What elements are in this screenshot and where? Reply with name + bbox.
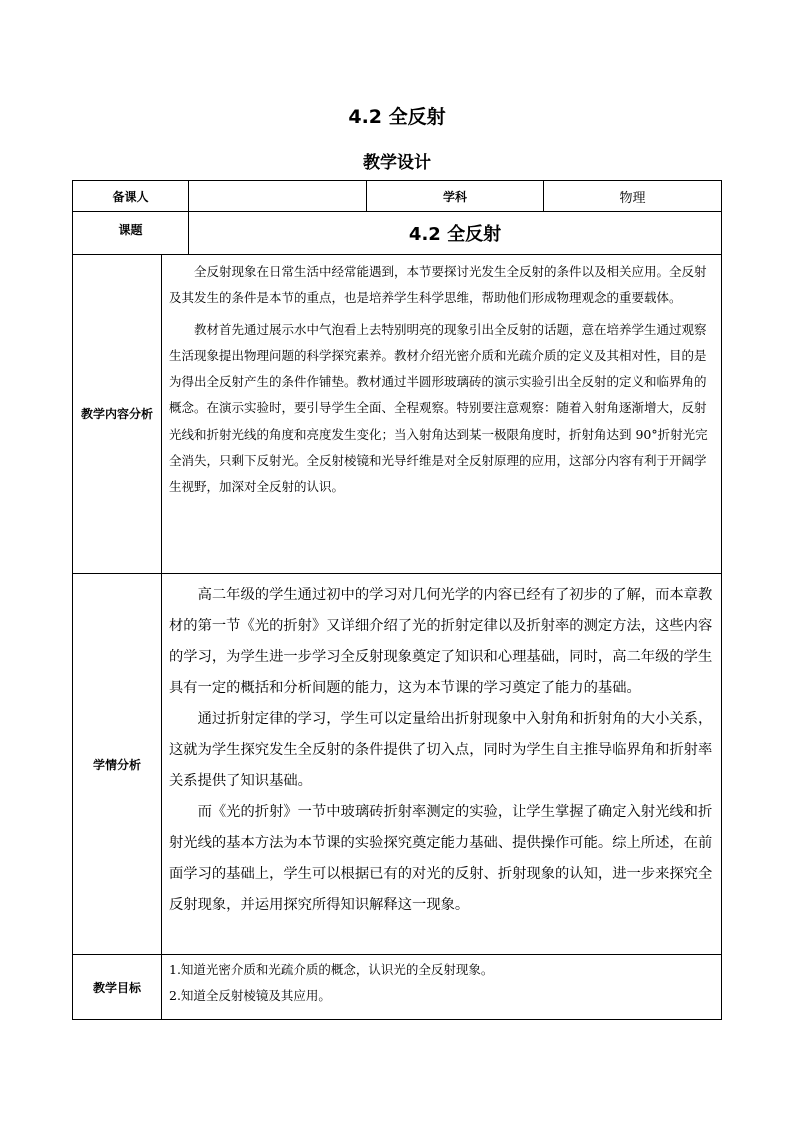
header-row [72, 180, 722, 212]
subject-value: 物理 [619, 190, 646, 206]
learner-paragraph: 而《光的折射》一节中玻璃砖折射率测定的实验，让学生掌握了确定入射光线和折射光线的基本方法为本节课的实验探究奠定能力基础、提供操作可能。综上所述，在前面学习的基础上，学生可以根据已有的对光的反射、折射现象的认知，进一步来探究全反射现象，并运用探究所得知识解释这一现象。 [169, 804, 713, 913]
content-paragraph: 教材首先通过展示水中气泡看上去特别明亮的现象引出全反射的话题，意在培养学生通过观察生活现象提出物理问题的科学探究素养。教材介绍光密介质和光疏介质的定义及其相对性，目的是为得出全反射产生的条件作铺垫。教材通过半圆形玻璃砖的演示实验引出全反射的定义和临界角的概念。在演示实验时，要引导学生全面、全程观察。特别要注意观察：随着入射角逐渐增大，反射光线和折射光线的角度和亮度发生变化；当入射角达到某一极限角度时，折射角达到 90°折射光完全消失，只剩下反射光。全反射棱镜和光导纤维是对全反射原理的应用，这部分内容有利于开阔学生视野，加深对全反射的认识。 [169, 321, 708, 495]
topic-row [72, 212, 722, 255]
learner-paragraph: 通过折射定律的学习，学生可以定量给出折射现象中入射角和折射角的大小关系，这就为学生探究发生全反射的条件提供了切入点，同时为学生自主推导临界角和折射率关系提供了知识基础。 [169, 711, 713, 789]
topic-value: 4.2 全反射 [408, 224, 502, 245]
document-subtitle: 教学设计 [363, 153, 431, 173]
preparer-label: 备课人 [73, 181, 189, 211]
content-analysis-label: 教学内容分析 [73, 255, 162, 573]
objectives-label: 教学目标 [73, 955, 162, 1019]
learner-analysis-label: 学情分析 [73, 574, 162, 954]
content-analysis-row [72, 255, 722, 574]
objectives-list [162, 955, 721, 1019]
preparer-value [189, 181, 367, 211]
objective-item: 2.知道全反射棱镜及其应用。 [169, 988, 331, 1003]
learner-paragraph: 高二年级的学生通过初中的学习对几何光学的内容已经有了初步的了解，而本章教材的第一节《光的折射》又详细介绍了光的折射定律以及折射率的测定方法，这些内容的学习，为学生进一步学习全反射现象奠定了知识和心理基础，同时，高二年级的学生具有一定的概括和分析间题的能力，这为本节课的学习奠定了能力的基础。 [169, 587, 713, 696]
document-title: 4.2 全反射 [348, 106, 446, 128]
learner-analysis-row [72, 574, 722, 955]
topic-label: 课题 [73, 212, 189, 254]
lesson-plan-table [72, 180, 722, 1020]
learner-analysis-text [162, 574, 721, 954]
subject-label: 学科 [367, 181, 544, 211]
objectives-row [72, 955, 722, 1020]
content-analysis-text [162, 255, 721, 573]
objective-item: 1.知道光密介质和光疏介质的概念，认识光的全反射现象。 [169, 962, 494, 977]
content-paragraph: 全反射现象在日常生活中经常能遇到，本节要探讨光发生全反射的条件以及相关应用。全反射及其发生的条件是本节的重点，也是培养学生科学思维，帮助他们形成物理观念的重要载体。 [169, 264, 707, 306]
